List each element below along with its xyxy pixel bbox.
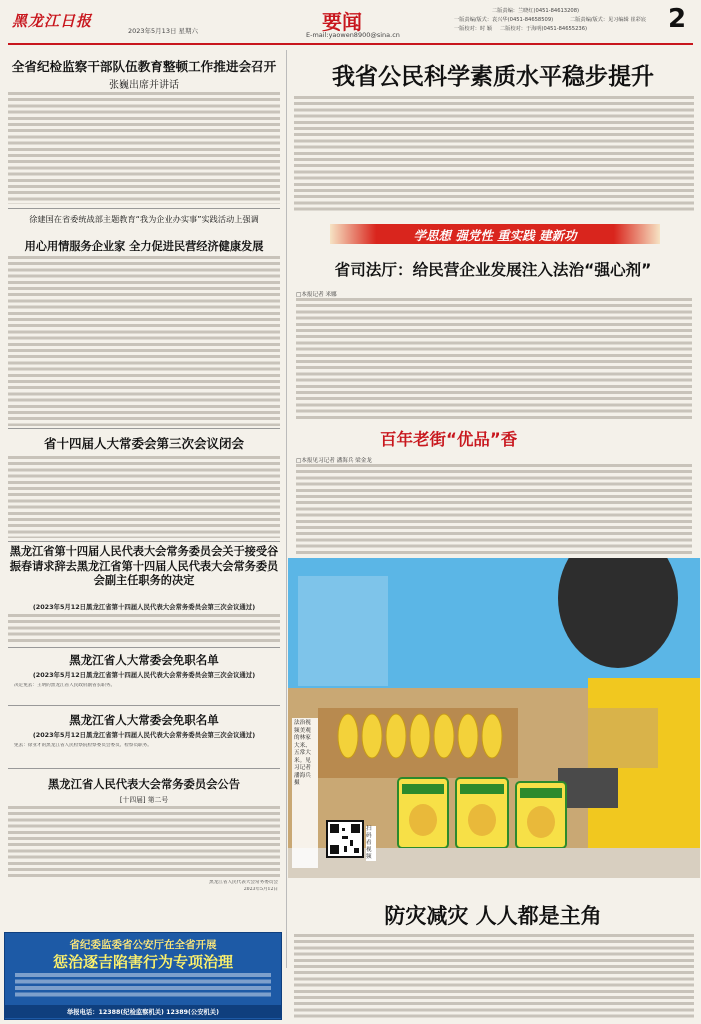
article-justice-title: 省司法厅：给民营企业发展注入法治“强心剂” [334,261,652,279]
lead-body [294,96,694,214]
article-7-date: 2023年5月12日 [243,887,278,892]
paper-name: 黑龙江日报 [12,12,93,30]
article-4-title: 黑龙江省第十四届人民代表大会常务委员会关于接受谷振春请求辞去黑龙江省第十四届人民代表大会常务委员会副主任职务的决定 [9,545,279,587]
rule-5 [8,705,280,706]
column-divider [286,50,287,968]
article-1-body [8,92,280,204]
qr-label: 扫码看视频 [366,826,376,861]
anti-framing-banner [4,932,282,1020]
masthead-rule [8,43,693,45]
banner-hotline: 举报电话：12388(纪检监察机关) 12389(公安机关) [5,1005,281,1018]
article-6-body: 免去：徐亚才的黑龙江省人民检察院检察委员会委员、检察员职务。 [14,743,152,748]
article-oldstreet-title: 百年老街“优品”香 [380,430,518,449]
article-oldstreet-byline: □本报见习记者 潘海兵 梁金龙 [296,458,372,464]
editor-line-3: 二版责编/版式：见习编辑 崔彩宸 [570,17,647,23]
section-email: E-mail:yaowen8900@sina.cn [306,31,400,39]
qr-code-graphic [328,822,362,856]
rule-3 [8,541,280,542]
section-name: 要闻 [322,10,362,34]
article-7-number: [十四届] 第二号 [119,796,169,804]
article-2-intro: 徐建国在省委统战部主题教育“我为企业办实事”实践活动上强调 [29,214,259,224]
article-7-body [8,806,280,880]
article-5-body: 决定免去：王明的黑龙江省人民政府副省长职务。 [14,683,116,688]
banner-title: 省纪委监委省公安厅在全省开展 [69,939,217,951]
masthead [0,0,701,44]
proof-line-2: 二版校对：于海明(0451-84655236) [500,26,588,32]
issue-date: 2023年5月13日 星期六 [128,27,199,35]
photo-oldstreet [288,558,700,878]
banner-body [15,973,271,999]
article-2-title: 用心用情服务企业家 全力促进民营经济健康发展 [24,240,264,253]
article-6-title: 黑龙江省人大常委会免职名单 [69,713,219,727]
rule-2 [8,428,280,429]
article-justice-body [296,298,692,422]
article-justice-byline: □本报记者 米娜 [296,292,337,298]
article-1-title: 全省纪检监察干部队伍教育整顿工作推进会召开 [11,59,277,74]
rule-6 [8,768,280,769]
rule-4 [8,647,280,648]
article-2-body [8,256,280,426]
proof-line-1: 一版校对：时 颖 [454,26,492,32]
article-7-sign: 黑龙江省人民代表大会常务委员会 [209,880,278,885]
article-5-note: (2023年5月12日黑龙江省第十四届人民代表大会常务委员会第三次会议通过) [32,671,256,679]
article-7-title: 黑龙江省人民代表大会常务委员会公告 [47,778,241,791]
article-3-title: 省十四届人大常委会第三次会议闭会 [43,436,244,451]
qr-code[interactable] [326,820,364,858]
campaign-ribbon-text: 学思想 强党性 重实践 建新功 [413,228,577,243]
editor-line-2: 一版责编/版式：袁兴华(0451-84658509) [454,17,554,23]
article-oldstreet-body [296,464,692,556]
article-5-title: 黑龙江省人大常委会免职名单 [69,653,219,667]
article-4-note: (2023年5月12日黑龙江省第十四届人民代表大会常务委员会第三次会议通过) [32,603,256,611]
article-1-subtitle: 张巍出席并讲话 [109,80,179,91]
page-number: 2 [668,4,687,34]
article-4-body [8,614,280,644]
campaign-ribbon [330,224,660,244]
photo-caption: 法治视频美观的林家大米、五常大米。见习记者潘海兵摄 [292,718,318,868]
banner-subtitle: 惩治逐吉陷害行为专项治理 [52,953,233,971]
article-3-body [8,456,280,538]
disaster-body [294,934,694,1020]
editor-line-1: 二版责编：兰晓红(0451-84613208) [492,8,580,14]
rule-1 [8,208,280,209]
disaster-title: 防灾减灾 人人都是主角 [384,904,602,928]
lead-title: 我省公民科学素质水平稳步提升 [332,64,654,90]
article-6-note: (2023年5月12日黑龙江省第十四届人民代表大会常务委员会第三次会议通过) [32,731,256,739]
